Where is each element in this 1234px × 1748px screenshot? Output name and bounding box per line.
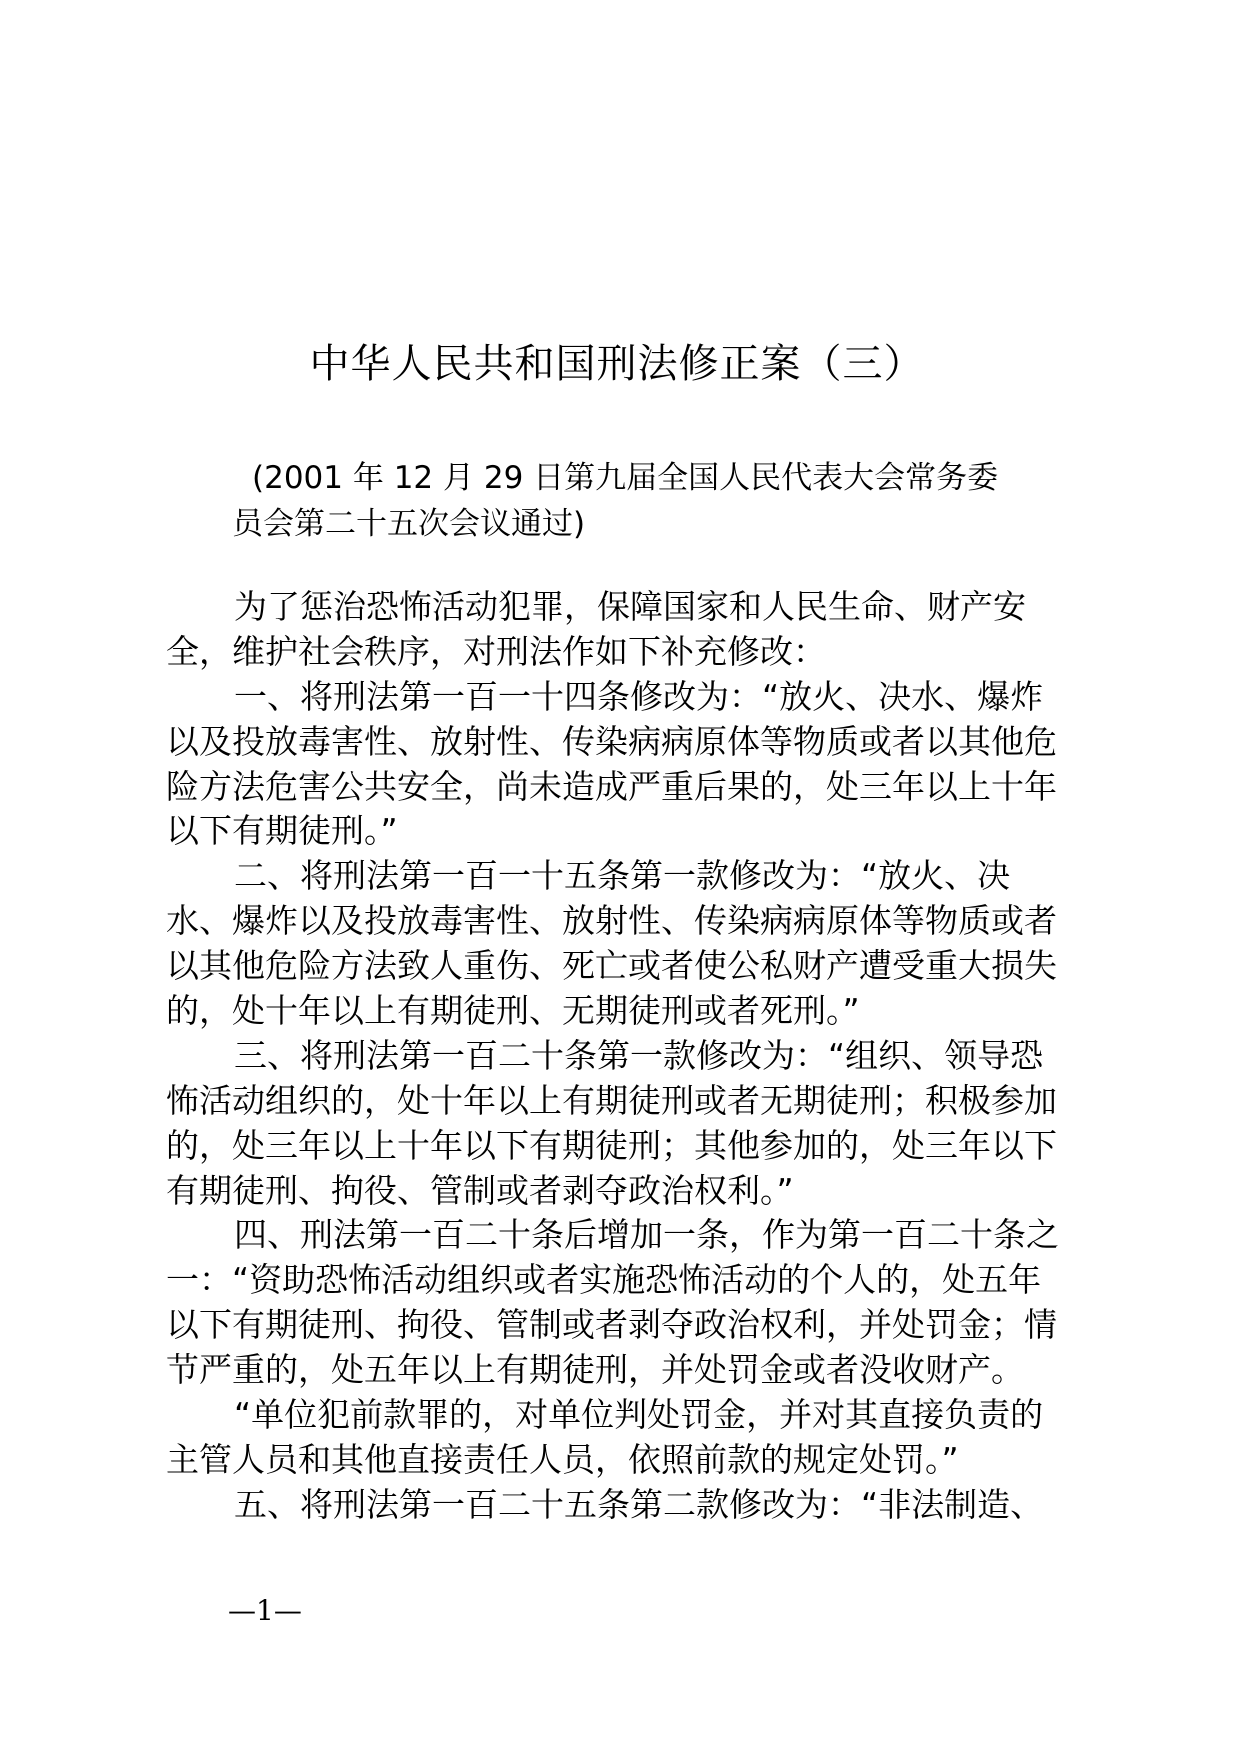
body-line: 全，维护社会秩序，对刑法作如下补充修改： <box>166 631 826 671</box>
body-line: 险方法危害公共安全，尚未造成严重后果的，处三年以上十年 <box>166 766 1057 806</box>
adoption-note <box>232 455 1052 547</box>
body-line: 为了惩治恐怖活动犯罪，保障国家和人民生命、财产安 <box>234 587 1026 626</box>
body-line: 节严重的，处五年以上有期徒刑，并处罚金或者没收财产。 <box>166 1350 1024 1390</box>
body-line: 的，处十年以上有期徒刑、无期徒刑或者死刑。” <box>166 991 860 1031</box>
body-line: 怖活动组织的，处十年以上有期徒刑或者无期徒刑；积极参加 <box>166 1080 1057 1120</box>
body-line: 以及投放毒害性、放射性、传染病病原体等物质或者以其他危 <box>166 721 1057 761</box>
body-line: 以下有期徒刑、拘役、管制或者剥夺政治权利，并处罚金；情 <box>166 1305 1057 1345</box>
body-line: 以下有期徒刑。” <box>166 811 398 851</box>
body-line: 五、将刑法第一百二十五条第二款修改为：“非法制造、 <box>234 1484 1044 1524</box>
body-line: 以其他危险方法致人重伤、死亡或者使公私财产遭受重大损失 <box>166 946 1057 986</box>
body-line: 水、爆炸以及投放毒害性、放射性、传染病病原体等物质或者 <box>166 901 1057 941</box>
body-line: 的，处三年以上十年以下有期徒刑；其他参加的，处三年以下 <box>166 1125 1057 1165</box>
body-line: 一：“资助恐怖活动组织或者实施恐怖活动的个人的，处五年 <box>166 1260 1042 1300</box>
adoption-note-line: (2001 年 12 月 29 日第九届全国人民代表大会常务委 <box>252 460 999 496</box>
body-line: 一、将刑法第一百一十四条修改为：“放火、决水、爆炸 <box>234 676 1044 716</box>
page-number: —1— <box>228 1594 302 1627</box>
body-line: 主管人员和其他直接责任人员，依照前款的规定处罚。” <box>166 1439 959 1479</box>
adoption-note-line: 员会第二十五次会议通过) <box>232 506 586 542</box>
body-line: 三、将刑法第一百二十条第一款修改为：“组织、领导恐 <box>234 1035 1044 1075</box>
body-line: “单位犯前款罪的，对单位判处罚金，并对其直接负责的 <box>234 1395 1044 1435</box>
document-title: 中华人民共和国刑法修正案（三） <box>309 341 925 387</box>
document-body <box>166 585 1086 1528</box>
body-line: 二、将刑法第一百一十五条第一款修改为：“放火、决 <box>234 856 1011 896</box>
body-line: 四、刑法第一百二十条后增加一条，作为第一百二十条之 <box>234 1215 1059 1255</box>
body-line: 有期徒刑、拘役、管制或者剥夺政治权利。” <box>166 1170 794 1210</box>
